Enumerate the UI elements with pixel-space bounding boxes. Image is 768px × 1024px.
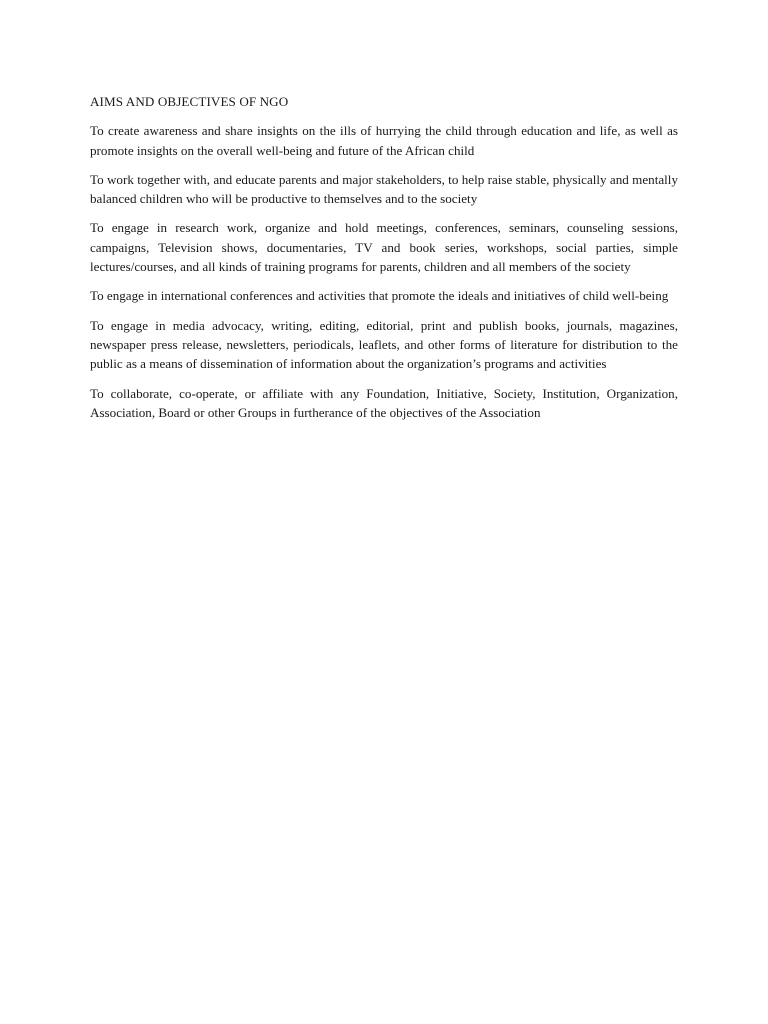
document-body bbox=[90, 92, 678, 432]
objective-paragraph-4: To engage in international conferences and activities that promote the ideals and initiatives of child well-being bbox=[90, 288, 669, 304]
objective-paragraph-5: To engage in media advocacy, writing, editing, editorial, print and publish books, journals, magazines, newspaper press release, newsletters, periodicals, leaflets, and other forms of literature for distribution to the public as a means of dissemination of information about the organization’s programs and activities bbox=[90, 317, 678, 372]
objective-paragraph-6: To collaborate, co-operate, or affiliate with any Foundation, Initiative, Society, Institution, Organization, Association, Board or other Groups in furtherance of the objectives of the Association bbox=[90, 385, 678, 420]
document-heading: AIMS AND OBJECTIVES OF NGO bbox=[90, 94, 289, 109]
objective-paragraph-1: To create awareness and share insights on the ills of hurrying the child through education and life, as well as promote insights on the overall well-being and future of the African child bbox=[90, 123, 678, 158]
objective-paragraph-2: To work together with, and educate parents and major stakeholders, to help raise stable, physically and mentally balanced children who will be productive to themselves and to the society bbox=[90, 171, 678, 207]
objective-paragraph-3: To engage in research work, organize and hold meetings, conferences, seminars, counseling sessions, campaigns, Television shows, documentaries, TV and book series, workshops, social parties, simple lectures/courses, and all kinds of training programs for parents, children and all members of the society bbox=[90, 220, 678, 275]
